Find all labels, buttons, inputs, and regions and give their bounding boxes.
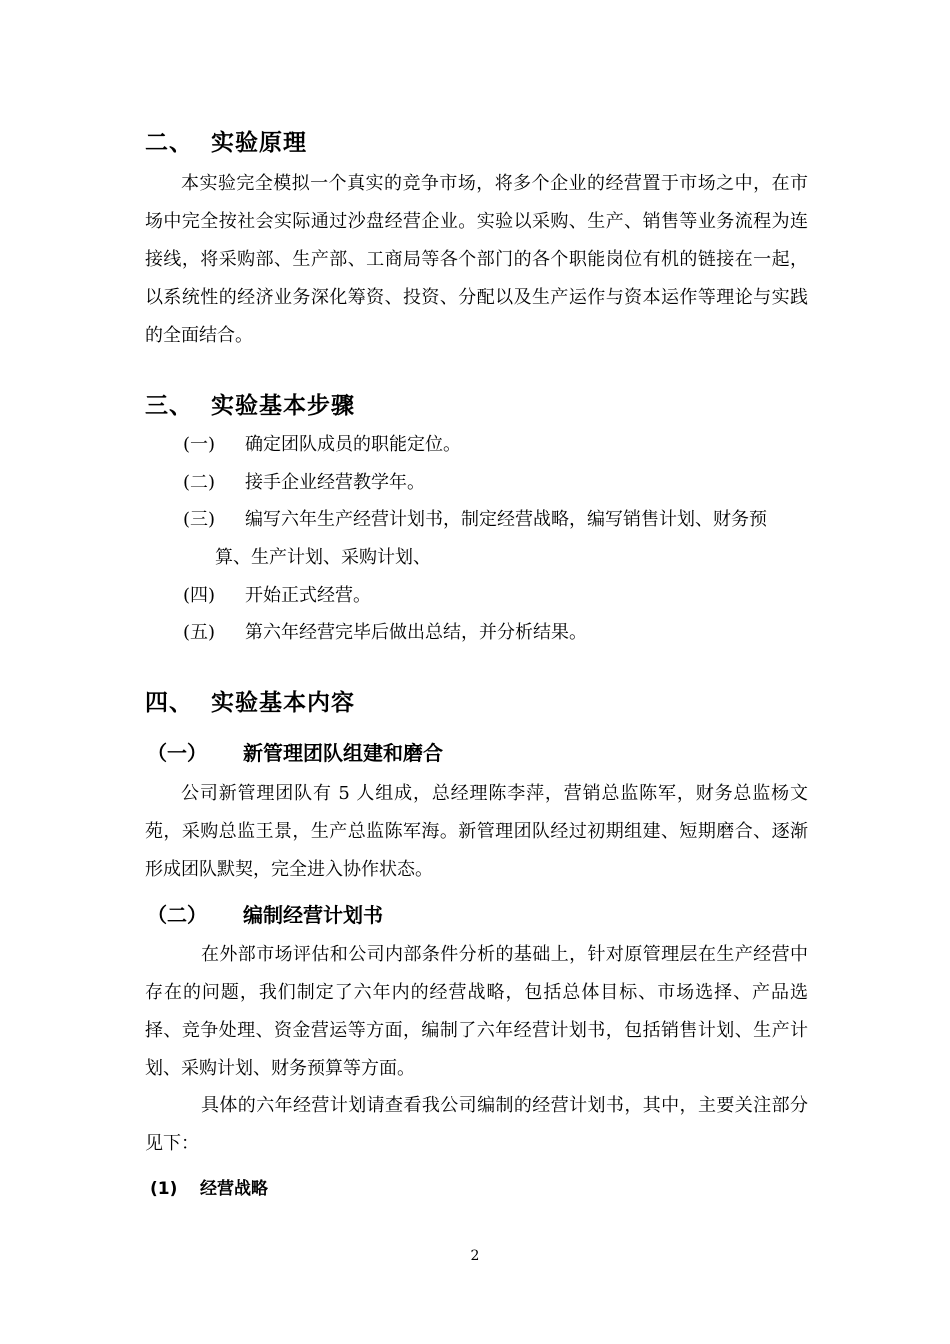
page-number: 2 (470, 1248, 480, 1264)
step-number: (三) (183, 509, 216, 530)
section-heading-3 (145, 387, 355, 420)
step-text: 编写六年生产经营计划书，制定经营战略，编写销售计划、财务预 (245, 509, 767, 530)
section-title: 实验基本步骤 (211, 393, 355, 419)
step-item (183, 426, 461, 464)
section-number: 四、 (145, 690, 193, 716)
step-text: 开始正式经营。 (245, 585, 371, 606)
step-item (183, 577, 371, 615)
section-number: 三、 (145, 393, 193, 419)
step-text: 确定团队成员的职能定位。 (245, 434, 461, 455)
step-text: 接手企业经营教学年。 (245, 472, 425, 493)
step-number: (四) (183, 585, 216, 606)
subsection-1-paragraph: 公司新管理团队有 5 人组成，总经理陈李萍，营销总监陈军，财务总监杨文苑，采购总监王景，生产总监陈军海。新管理团队经过初期组建、短期磨合、逐渐形成团队默契，完全进入协作状态。 (145, 783, 808, 880)
subsection-heading-2 (147, 899, 383, 928)
section-title: 实验原理 (211, 130, 307, 156)
subsection-number: （二） (147, 903, 207, 927)
step-number: (二) (183, 472, 216, 493)
item-number: (1) (150, 1179, 178, 1199)
subsection-2-paragraph-2: 具体的六年经营计划请查看我公司编制的经营计划书，其中，主要关注部分见下： (145, 1095, 808, 1154)
section-heading-4 (145, 684, 355, 717)
subsection-2-paragraph-1: 在外部市场评估和公司内部条件分析的基础上，针对原管理层在生产经营中存在的问题，我们制定了六年内的经营战略，包括总体目标、市场选择、产品选择、竞争处理、资金营运等方面，编制了六年经营计划书，包括销售计划、生产计划、采购计划、财务预算等方面。 (145, 944, 808, 1079)
step-text: 第六年经营完毕后做出总结，并分析结果。 (245, 622, 587, 643)
section-2-paragraph: 本实验完全模拟一个真实的竞争市场，将多个企业的经营置于市场之中，在市场中完全按社会实际通过沙盘经营企业。实验以采购、生产、销售等业务流程为连接线，将采购部、生产部、工商局等各个部门的各个职能岗位有机的链接在一起，以系统性的经济业务深化筹资、投资、分配以及生产运作与资本运作等理论与实践的全面结合。 (145, 173, 808, 346)
step-item (183, 464, 425, 502)
item-heading (150, 1174, 268, 1199)
step-item (183, 614, 587, 652)
section-number: 二、 (145, 130, 193, 156)
item-title: 经营战略 (200, 1179, 268, 1199)
subsection-number: （一） (147, 741, 207, 765)
step-number: (五) (183, 622, 216, 643)
step-number: (一) (183, 434, 216, 455)
section-title: 实验基本内容 (211, 690, 355, 716)
step-item (183, 501, 767, 539)
subsection-title: 编制经营计划书 (243, 903, 383, 927)
subsection-heading-1 (147, 737, 443, 766)
subsection-title: 新管理团队组建和磨合 (243, 741, 443, 765)
section-heading-2 (145, 124, 307, 157)
step-text-continuation: 算、生产计划、采购计划、 (215, 547, 431, 568)
